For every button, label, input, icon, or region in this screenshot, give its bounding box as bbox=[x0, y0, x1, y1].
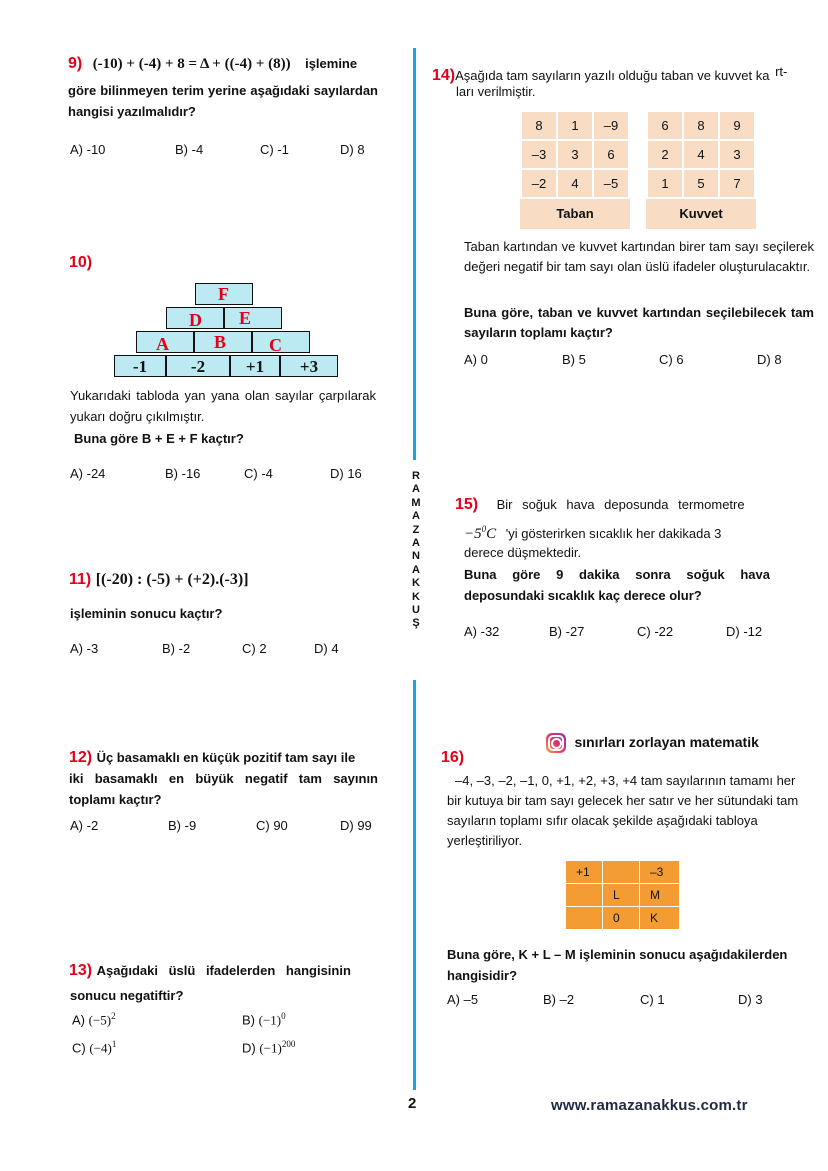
option-a[interactable]: A) -32 bbox=[464, 624, 500, 639]
card-cell: –5 bbox=[593, 169, 629, 198]
card-cell: 4 bbox=[683, 140, 719, 169]
option-d[interactable]: D) 8 bbox=[340, 142, 365, 157]
question-text: işlemine bbox=[305, 56, 358, 71]
option-c[interactable]: C) 2 bbox=[242, 641, 267, 656]
option-d[interactable]: D) -12 bbox=[726, 624, 763, 639]
math-expression: [(-20) : (-5) + (+2).(-3)] bbox=[95, 571, 249, 588]
question-text: Aşağıda tam sayıların yazılı olduğu taban ve kuvvet ka bbox=[455, 68, 770, 83]
grid-cell: M bbox=[640, 884, 680, 907]
number-pyramid bbox=[114, 283, 338, 379]
question-number: 9) bbox=[68, 55, 83, 72]
option-c[interactable]: C) -22 bbox=[637, 624, 674, 639]
option-b[interactable]: B) 5 bbox=[562, 352, 586, 367]
option-b[interactable]: B) –2 bbox=[543, 992, 575, 1007]
pyramid-cell-bottom: -1 bbox=[114, 355, 166, 377]
option-d[interactable]: D) 16 bbox=[330, 466, 362, 481]
kuvvet-label: Kuvvet bbox=[646, 199, 756, 229]
pyramid-cell-bottom: +1 bbox=[230, 355, 280, 377]
grid-cell bbox=[603, 861, 640, 884]
question-number: 15) bbox=[455, 496, 479, 513]
page-number: 2 bbox=[408, 1095, 417, 1112]
option-c[interactable]: C) -1 bbox=[260, 142, 289, 157]
option-b[interactable]: B) $(-1)^0$ bbox=[242, 1011, 286, 1028]
question-13 bbox=[69, 960, 351, 981]
grid-cell bbox=[566, 907, 603, 930]
math-expression: (-10) + (-4) + 8 = Δ + ((-4) + (8)) bbox=[92, 56, 291, 72]
question-9 bbox=[68, 53, 378, 122]
label-f: F bbox=[218, 284, 229, 304]
card-cell: 8 bbox=[683, 111, 719, 140]
card-cell: –9 bbox=[593, 111, 629, 140]
option-d[interactable]: D) 3 bbox=[738, 992, 763, 1007]
question-12 bbox=[69, 747, 378, 810]
grid-cell: K bbox=[640, 907, 680, 930]
question-text: Bir soğuk hava deposunda termometre bbox=[496, 497, 745, 512]
option-a[interactable]: A) –5 bbox=[447, 992, 479, 1007]
question-text: Yukarıdaki tabloda yan yana olan sayılar çarpılarak yukarı doğru çıkılmıştır. bbox=[70, 388, 376, 424]
grid-cell: L bbox=[603, 884, 640, 907]
option-a[interactable]: A) 0 bbox=[464, 352, 488, 367]
pyramid-cell-bottom: +3 bbox=[280, 355, 338, 377]
label-d: D bbox=[189, 310, 202, 330]
question-text: derece düşmektedir. bbox=[464, 545, 582, 560]
grid-cell: +1 bbox=[566, 861, 603, 884]
taban-label: Taban bbox=[520, 199, 630, 229]
question-text: rt- bbox=[775, 64, 788, 79]
question-number: 14) bbox=[432, 67, 456, 84]
question-text: Buna göre B + E + F kaçtır? bbox=[74, 431, 244, 446]
taban-card bbox=[520, 110, 630, 199]
question-text: Aşağıdaki üslü ifadelerden hangisinin bbox=[96, 963, 351, 978]
grid-cell: –3 bbox=[640, 861, 680, 884]
option-c[interactable]: C) 90 bbox=[256, 818, 288, 833]
brand-line bbox=[546, 733, 759, 753]
brand-text: sınırları zorlayan matematik bbox=[574, 734, 759, 751]
sum-grid bbox=[565, 860, 680, 930]
card-cell: –2 bbox=[521, 169, 557, 198]
option-b[interactable]: B) -4 bbox=[175, 142, 204, 157]
question-text: iki basamaklı en büyük negatif tam sayının toplamı kaçtır? bbox=[69, 771, 378, 807]
pyramid-cell-bottom: -2 bbox=[166, 355, 230, 377]
question-14 bbox=[432, 64, 818, 99]
label-b: B bbox=[214, 332, 227, 352]
card-cell: 6 bbox=[647, 111, 683, 140]
question-number: 13) bbox=[69, 962, 93, 979]
card-cell: –3 bbox=[521, 140, 557, 169]
question-text: sonucu negatiftir? bbox=[70, 988, 184, 1003]
card-cell: 6 bbox=[593, 140, 629, 169]
question-text: $-5^0C$ 'yi gösterirken sıcaklık her dakikada 3 bbox=[464, 524, 722, 542]
grid-cell bbox=[566, 884, 603, 907]
question-number: 10) bbox=[69, 254, 93, 271]
grid-cell: 0 bbox=[603, 907, 640, 930]
column-divider-bottom bbox=[413, 680, 416, 1090]
question-text: Taban kartından ve kuvvet kartından birer tam sayı seçilerek değeri negatif bir tam sayı olan üslü ifadeler oluşturulacaktır. bbox=[464, 239, 814, 274]
option-a[interactable]: A) -3 bbox=[70, 641, 99, 656]
card-cell: 1 bbox=[557, 111, 593, 140]
option-d[interactable]: D) 4 bbox=[314, 641, 339, 656]
card-cell: 2 bbox=[647, 140, 683, 169]
question-number: 12) bbox=[69, 749, 93, 766]
card-cell: 3 bbox=[719, 140, 755, 169]
question-11 bbox=[69, 571, 249, 589]
instagram-icon bbox=[546, 733, 566, 753]
option-d[interactable]: D) 8 bbox=[757, 352, 782, 367]
card-cell: 5 bbox=[683, 169, 719, 198]
card-cell: 9 bbox=[719, 111, 755, 140]
option-c[interactable]: C) -4 bbox=[244, 466, 273, 481]
question-text: Üç basamaklı en küçük pozitif tam sayı ile bbox=[96, 750, 356, 765]
label-a: A bbox=[156, 334, 169, 354]
question-number: 16) bbox=[441, 749, 465, 766]
footer-url[interactable]: www.ramazanakkus.com.tr bbox=[551, 1097, 748, 1114]
option-d[interactable]: D) $(-1)^{200}$ bbox=[242, 1039, 296, 1056]
question-number: 11) bbox=[69, 571, 92, 588]
option-d[interactable]: D) 99 bbox=[340, 818, 372, 833]
question-text: Buna göre 9 dakika sonra soğuk hava deposundaki sıcaklık kaç derece olur? bbox=[464, 567, 770, 603]
pyramid-cell-e bbox=[224, 307, 282, 329]
option-a[interactable]: A) -2 bbox=[70, 818, 99, 833]
question-text: Buna göre, K + L – M işleminin sonucu aşağıdakilerden hangisidir? bbox=[447, 947, 788, 983]
question-15 bbox=[455, 494, 770, 515]
kuvvet-card bbox=[646, 110, 756, 199]
card-cell: 8 bbox=[521, 111, 557, 140]
option-b[interactable]: B) -9 bbox=[168, 818, 197, 833]
option-c[interactable]: C) 1 bbox=[640, 992, 665, 1007]
card-cell: 7 bbox=[719, 169, 755, 198]
label-e: E bbox=[239, 308, 252, 328]
option-c[interactable]: C) 6 bbox=[659, 352, 684, 367]
label-c: C bbox=[269, 335, 282, 355]
question-text: Buna göre, taban ve kuvvet kartından seçilebilecek tam sayıların toplamı kaçtır? bbox=[464, 305, 814, 340]
question-text: göre bilinmeyen terim yerine aşağıdaki sayılardan hangisi yazılmalıdır? bbox=[68, 83, 378, 119]
option-a[interactable]: A) -24 bbox=[70, 466, 106, 481]
card-cell: 3 bbox=[557, 140, 593, 169]
question-text: –4, –3, –2, –1, 0, +1, +2, +3, +4 tam sayılarının tamamı her bir kutuya bir tam sayı gelecek her satır ve her sütundaki tam sayıların toplamı sıfır olacak şekilde aşağıdaki tabloya yerleştiriliyor. bbox=[447, 773, 799, 848]
question-text: işleminin sonucu kaçtır? bbox=[70, 606, 223, 621]
option-c[interactable]: C) $(-4)^1$ bbox=[72, 1039, 117, 1056]
card-cell: 1 bbox=[647, 169, 683, 198]
option-a[interactable]: A) $(-5)^2$ bbox=[72, 1011, 116, 1028]
column-divider-top bbox=[413, 48, 416, 460]
option-b[interactable]: B) -2 bbox=[162, 641, 191, 656]
option-b[interactable]: B) -16 bbox=[165, 466, 201, 481]
vertical-brand: RAMAZANAKKUŞ bbox=[411, 470, 421, 630]
option-b[interactable]: B) -27 bbox=[549, 624, 585, 639]
question-text: ları verilmiştir. bbox=[456, 84, 536, 99]
option-a[interactable]: A) -10 bbox=[70, 142, 106, 157]
card-cell: 4 bbox=[557, 169, 593, 198]
